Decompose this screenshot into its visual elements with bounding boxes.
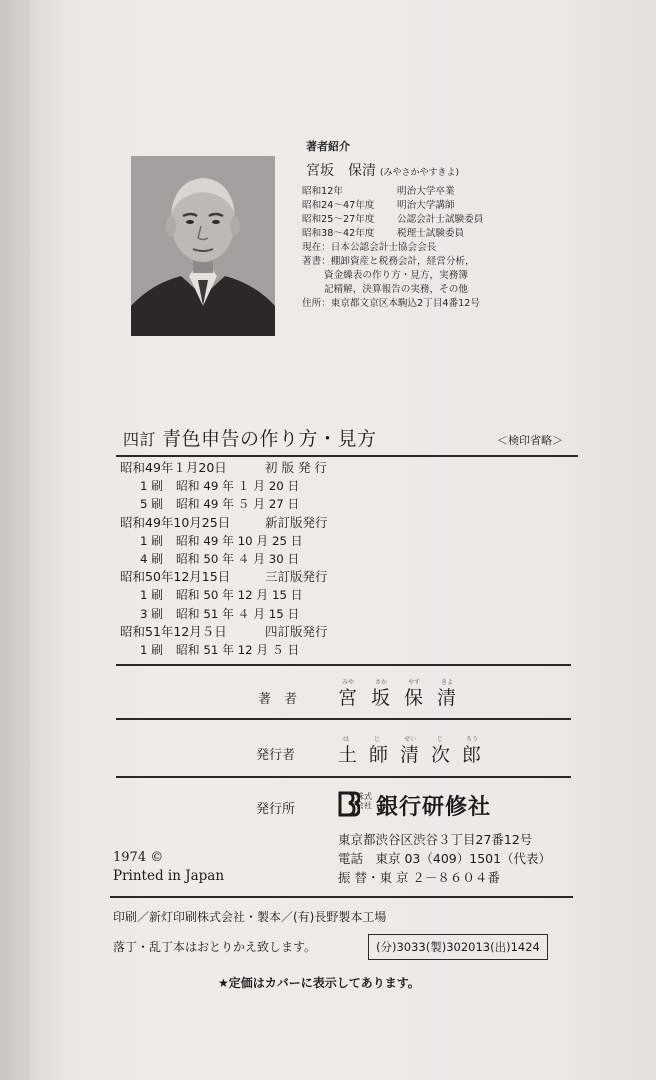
printed-in-japan: Printed in Japan [113,868,225,884]
publisher-name: 銀行研修社 [376,794,492,820]
history-printing: 5 刷 昭和 49 年 ５ 月 27 日 [140,497,300,512]
career-line: 昭和25～27年度 公認会計士試験委員 [302,214,484,225]
history-edition: 昭和49年１月20日 初 版 発 行 [120,460,327,475]
divider [116,718,571,720]
printer-binder: 印刷／新灯印刷株式会社・製本／(有)長野製本工場 [113,910,387,924]
ruby: みや [342,679,355,686]
author-name-text: 宮坂 保清 [306,163,376,179]
address-line: 振 替・東 京 ２－８６０４番 [338,870,500,885]
copyright-year: 1974 © [113,850,164,865]
ruby: ろう [466,736,479,743]
history-printing: 1 刷 昭和 49 年 １ 月 20 日 [140,479,300,494]
career-line: 昭和38～42年度 税理士試験委員 [302,228,465,239]
history-edition: 昭和50年12月15日 三訂版発行 [120,569,328,585]
history-printing: 1 刷 昭和 51 年 12 月 ５ 日 [140,643,300,658]
book-code: (分)3033(製)302013(出)1424 [368,934,548,960]
career-works: 記精解，決算報告の実務，その他 [324,284,468,295]
career-line: 昭和12年 明治大学卒業 [302,186,455,197]
career-works: 資金繰表の作り方・見方，実務簿 [324,270,468,281]
history-printing: 1 刷 昭和 50 年 12 月 15 日 [140,588,303,603]
author-intro-heading: 著者紹介 [306,140,350,153]
divider [116,664,571,666]
author-address: 住所：東京都文京区本駒込2丁目4番12号 [302,298,480,309]
publisher-address [338,830,551,887]
divider [116,776,571,778]
author-intro-name [306,160,459,180]
divider [110,896,573,898]
divider [116,455,578,457]
history-edition: 昭和49年10月25日 新訂版発行 [120,514,328,530]
career-line: 昭和24～47年度 明治大学講師 [302,200,455,211]
ruby: さか [375,679,388,686]
publisher-person-label: 発行者 [256,748,296,763]
book-title-line [123,424,377,451]
ruby: は [343,736,350,743]
author-label: 著 者 [258,692,298,707]
ruby: じ [437,736,444,743]
page-edge [0,0,30,1080]
replacement-note: 落丁・乱丁本はおとりかえ致します。 [113,940,317,954]
ruby: きよ [441,679,454,686]
price-note: ★定価はカバーに表示してあります。 [218,976,420,990]
kabushiki-kaisha: 株式会社 [356,792,372,810]
author-photo [131,156,275,336]
publisher-person-name: 土師清次郎 [338,744,494,766]
career-works: 著書：棚卸資産と税務会計，経営分析， [302,256,475,267]
author-credit-name: 宮坂保清 [338,687,471,709]
address-line: 東京都渋谷区渋谷３丁目27番12号 [338,832,533,847]
history-printing: 1 刷 昭和 49 年 10 月 25 日 [140,533,303,548]
ruby: せい [404,736,417,743]
book-title: 青色申告の作り方・見方 [162,428,377,450]
history-edition: 昭和51年12月５日 四訂版発行 [120,623,328,639]
address-line: 電話 東京 03（409）1501（代表） [338,851,552,866]
career-current: 現在：日本公認会計士協会会長 [302,242,437,253]
seal-omitted-note: ＜検印省略＞ [497,434,563,447]
ruby: やす [408,679,421,686]
history-printing: 4 刷 昭和 50 年 ４ 月 30 日 [140,552,300,567]
history-printing: 3 刷 昭和 51 年 ４ 月 15 日 [140,606,300,621]
ruby: じ [374,736,381,743]
publisher-label: 発行所 [256,802,296,817]
edition-mark: 四訂 [123,430,157,449]
author-name-kana: (みやさかやすきよ) [380,168,460,178]
publication-history [120,459,328,659]
author-career [302,185,483,311]
